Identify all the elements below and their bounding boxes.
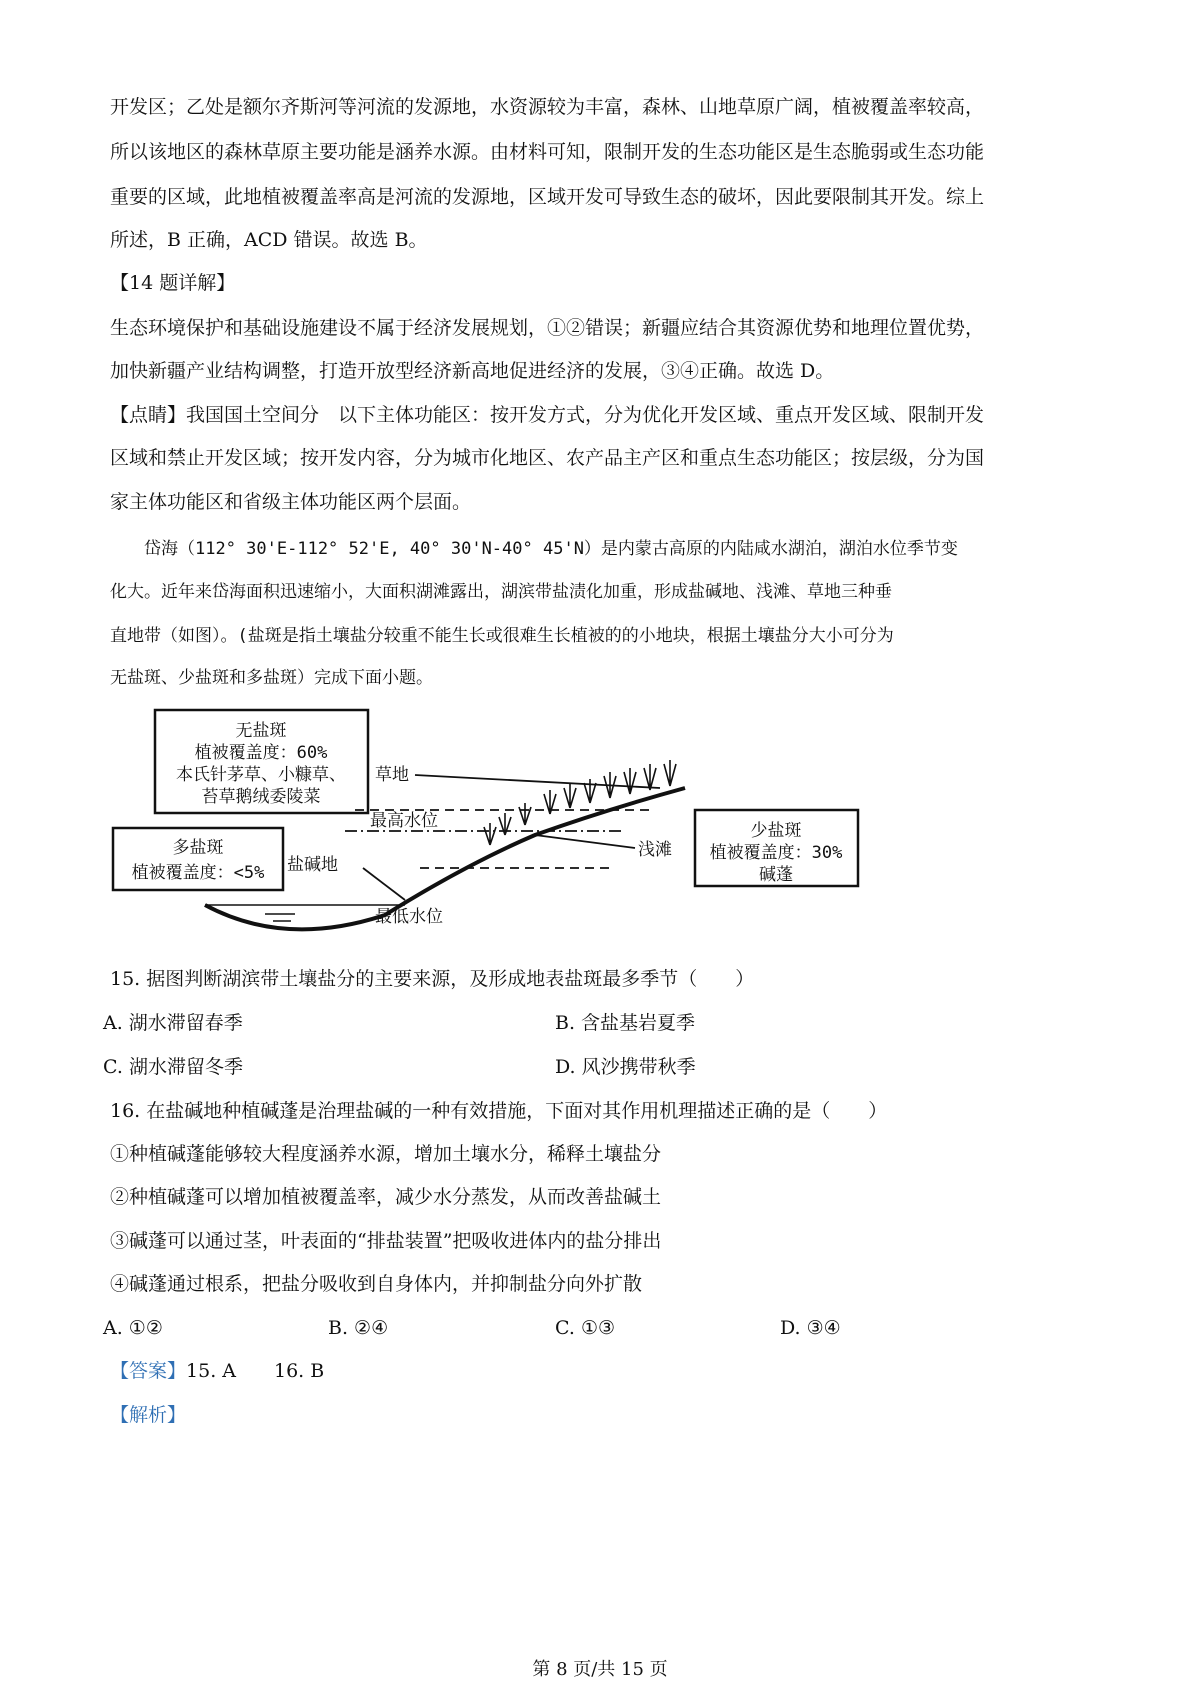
q16-option-d[interactable]: D. ③④ (780, 1317, 841, 1339)
grass-leader-line (415, 775, 660, 788)
q15-option-a[interactable]: A. 湖水滞留春季 (103, 1012, 243, 1034)
q16-option-b[interactable]: B. ②④ (328, 1317, 389, 1339)
q15-option-b[interactable]: B. 含盐基岩夏季 (555, 1012, 696, 1034)
q16-stem: 16. 在盐碱地种植碱蓬是治理盐碱的一种有效措施，下面对其作用机理描述正确的是（ ） (110, 1100, 888, 1122)
box-few-coverage: 植被覆盖度：30% (709, 843, 843, 863)
box-none-species: 苔草鹅绒委陵菜 (201, 787, 321, 807)
q16-statement-3: ③碱蓬可以通过茎，叶表面的“排盐装置”把吸收进体内的盐分排出 (110, 1230, 662, 1252)
label-highest-water: 最高水位 (370, 811, 438, 831)
box-many-coverage: 植被覆盖度：<5% (131, 863, 265, 883)
material-text-line: 直地带（如图）。(盐斑是指土壤盐分较重不能生长或很难生长植被的的小地块，根据土壤盐分大小可分为 (110, 626, 894, 646)
answer-line (110, 1359, 324, 1383)
box-none-species: 本氏针茅草、小糠草、 (176, 765, 346, 785)
analysis-text-line: 开发区；乙处是额尔齐斯河等河流的发源地，水资源较为丰富，森林、山地草原广阔，植被覆盖率较高， (110, 96, 985, 118)
q16-statement-2: ②种植碱蓬可以增加植被覆盖率，减少水分蒸发，从而改善盐碱土 (110, 1186, 662, 1208)
q16-option-c[interactable]: C. ①③ (555, 1317, 616, 1339)
box-none-title: 无盐斑 (235, 721, 287, 741)
lakeshore-diagram (105, 700, 875, 950)
tip-text-line: 区域和禁止开发区域；按开发内容，分为城市化地区、农产品主产区和重点生态功能区；按层级，分为国 (110, 447, 985, 469)
q14-heading: 【14 题详解】 (110, 272, 236, 294)
box-none-coverage: 植被覆盖度：60% (194, 743, 328, 763)
analysis-text-line: 所以该地区的森林草原主要功能是涵养水源。由材料可知，限制开发的生态功能区是生态脆弱或生态功能 (110, 141, 985, 163)
analysis-text-line: 重要的区域，此地植被覆盖率高是河流的发源地，区域开发可导致生态的破坏，因此要限制其开发。综上 (110, 186, 985, 208)
material-text-line: 无盐斑、少盐斑和多盐斑）完成下面小题。 (110, 668, 433, 688)
box-few-plant: 碱蓬 (759, 865, 793, 885)
grass-icon (484, 760, 676, 845)
q15-stem: 15. 据图判断湖滨带土壤盐分的主要来源，及形成地表盐斑最多季节（ ） (110, 968, 755, 990)
label-shoal: 浅滩 (638, 840, 672, 860)
tip-text-line: 家主体功能区和省级主体功能区两个层面。 (110, 491, 472, 513)
answer-text: 15. A 16. B (186, 1360, 325, 1382)
box-many-title: 多盐斑 (172, 838, 224, 858)
label-saline-land: 盐碱地 (287, 855, 338, 875)
saline-leader-line (363, 868, 405, 900)
answer-label: 【答案】 (110, 1360, 187, 1382)
q15-option-d[interactable]: D. 风沙携带秋季 (555, 1056, 696, 1078)
shoal-leader-line (535, 835, 635, 848)
tip-text-line: 【点睛】我国国土空间分 以下主体功能区：按开发方式，分为优化开发区域、重点开发区域、限制开发 (110, 404, 985, 426)
jiexi-label: 【解析】 (110, 1404, 187, 1426)
label-lowest-water: 最低水位 (375, 907, 443, 927)
q16-statement-4: ④碱蓬通过根系，把盐分吸收到自身体内，并抑制盐分向外扩散 (110, 1273, 643, 1295)
q16-option-a[interactable]: A. ①② (103, 1317, 163, 1339)
material-text-line: 岱海（112° 30'E-112° 52'E, 40° 30'N-40° 45'N）是内蒙古高原的内陆咸水湖泊，湖泊水位季节变 (110, 539, 958, 559)
label-grass: 草地 (375, 765, 409, 785)
box-few-title: 少盐斑 (750, 821, 802, 841)
q14-text-line: 生态环境保护和基础设施建设不属于经济发展规划，①②错误；新疆应结合其资源优势和地理位置优势， (110, 317, 985, 339)
material-text-line: 化大。近年来岱海面积迅速缩小，大面积湖滩露出，湖滨带盐渍化加重，形成盐碱地、浅滩、草地三种垂 (110, 582, 892, 602)
q14-text-line: 加快新疆产业结构调整，打造开放型经济新高地促进经济的发展，③④正确。故选 D。 (110, 360, 835, 382)
analysis-text-line: 所述，B 正确，ACD 错误。故选 B。 (110, 229, 428, 251)
q16-statement-1: ①种植碱蓬能够较大程度涵养水源，增加土壤水分，稀释土壤盐分 (110, 1143, 662, 1165)
page-footer: 第 8 页/共 15 页 (532, 1659, 668, 1680)
q15-option-c[interactable]: C. 湖水滞留冬季 (103, 1056, 243, 1078)
